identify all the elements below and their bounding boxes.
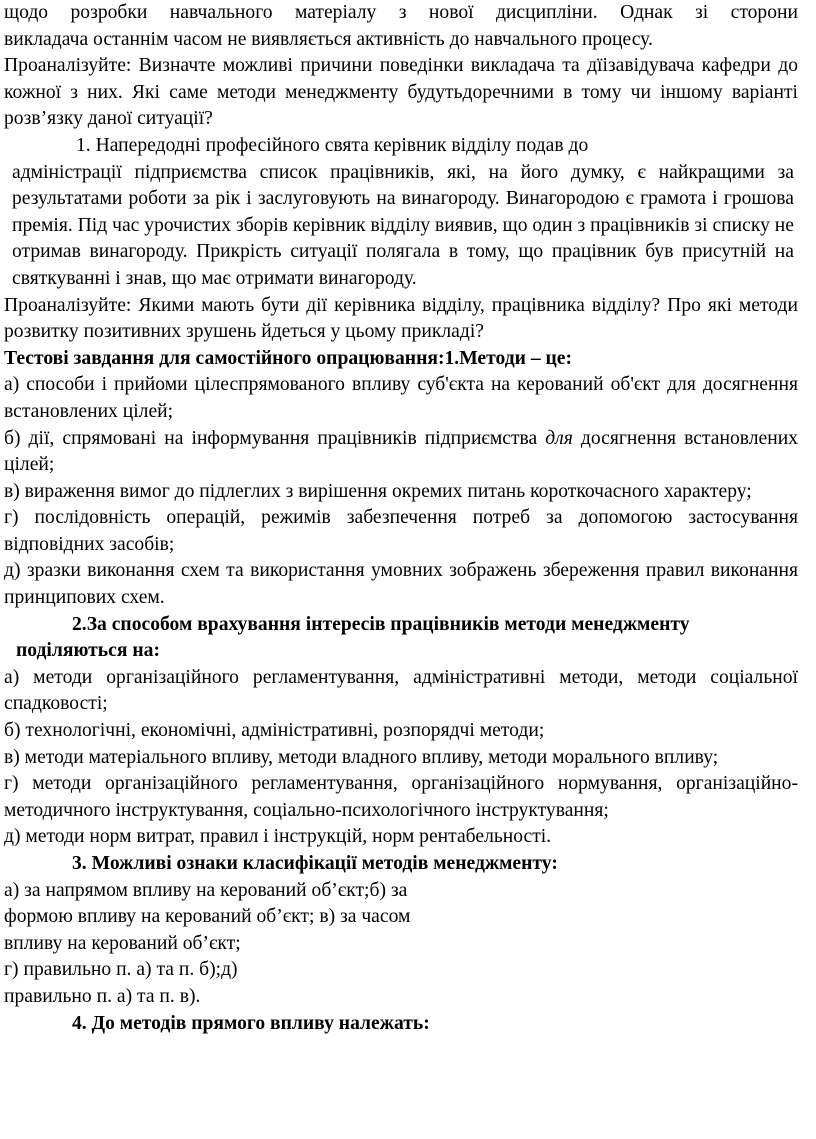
q3-line-3: впливу на керований об’єкт; (4, 932, 241, 954)
q2-title-line-1: 2.За способом врахування інтересів працівників методи менеджменту (72, 613, 690, 635)
q1-option-e: д) зразки виконання схем та використання умовних зображень збереження правил виконання принципових схем. (4, 560, 798, 609)
q3-title: 3. Можливі ознаки класифікації методів менеджменту: (72, 853, 558, 874)
q2-option-c: в) методи матеріального впливу, методи владного впливу, методи моральногo впливу; (4, 746, 719, 768)
q3-line-1: а) за напрямом впливу на керований об’єкт;б) за (4, 879, 408, 901)
case1-task: Проаналізуйте: Визначте можливі причини поведінки викладача та дїізавідувача кафедри до кожної з них. Які саме методи менеджменту будутьдоречними в тому чи іншому варіанті розв’язку даної ситуації? (4, 55, 798, 130)
q2-option-e: д) методи норм витрат, правил і інструкцій, норм рентабельності. (4, 826, 552, 848)
q2-option-d: г) методи організаційного регламентування, організаційного нормування, організаційно-методичного інструктування, соціально-психологічного інструктування; (4, 773, 798, 821)
tests-heading: Тестові завдання для самостійного опрацювання:1.Методи – це: (4, 347, 573, 369)
intro-line-2: викладача останнім часом не виявляється активність до навчального процесу. (4, 28, 653, 50)
q2-title-line-2: поділяються на: (16, 640, 160, 662)
q1-option-b-text2: досягнення встановлених цілей; (4, 427, 798, 476)
q1-option-a: а) способи і прийоми цілеспрямованого впливу суб'єкта на керований об'єкт для досягнення встановлених цілей; (4, 374, 798, 422)
q1-option-b (4, 426, 798, 479)
q1-option-d: г) послідовність операцій, режимів забезпечення потреб за допомогою застосування відповідних засобів; (4, 507, 798, 555)
q1-option-b-italic: для (545, 427, 573, 449)
case2-first-line: 1. Напередодні професійного свята керівник відділу подав до (76, 134, 589, 156)
q4-title: 4. До методів прямого впливу належать: (72, 1012, 430, 1034)
q2-option-a: а) методи організаційного регламентування, адміністративні методи, методи соціальної спадковості; (4, 666, 798, 715)
q1-option-c: в) вираження вимог до підлеглих з вирішення окремих питань короткочасного характеру; (4, 480, 752, 502)
q2-option-b: б) технологічні, економічні, адміністративні, розпорядчі методи; (4, 720, 545, 742)
q1-option-b-text1: б) дії, спрямовані на інформування працівників підприємства (4, 427, 546, 449)
case2-task: Проаналізуйте: Якими мають бути дії керівника відділу, працівника відділу? Про які методи розвитку позитивних зрушень йдеться у цьому прикладі? (4, 294, 798, 343)
q3-line-4: г) правильно п. а) та п. б);д) (4, 959, 238, 981)
intro-line-1: щодо розробки навчального матеріалу з нової дисципліни. Однак зі сторони (4, 2, 798, 23)
q3-line-5: правильно п. а) та п. в). (4, 985, 201, 1007)
q3-line-2: формою впливу на керований об’єкт; в) за часом (4, 906, 411, 928)
case2-body: адміністрації підприємства список працівників, які, на його думку, є найкращими за результатами роботи за рік і заслуговують на винагороду. Винагородою є грамота і грошова премія. Під час урочистих зборів керівник відділу виявив, що один з працівників зі списку не отримав винагороду. Прикрість ситуації полягала в тому, що працівник був присутній на святкуванні і знав, що має отримати винагороду. (12, 161, 794, 289)
